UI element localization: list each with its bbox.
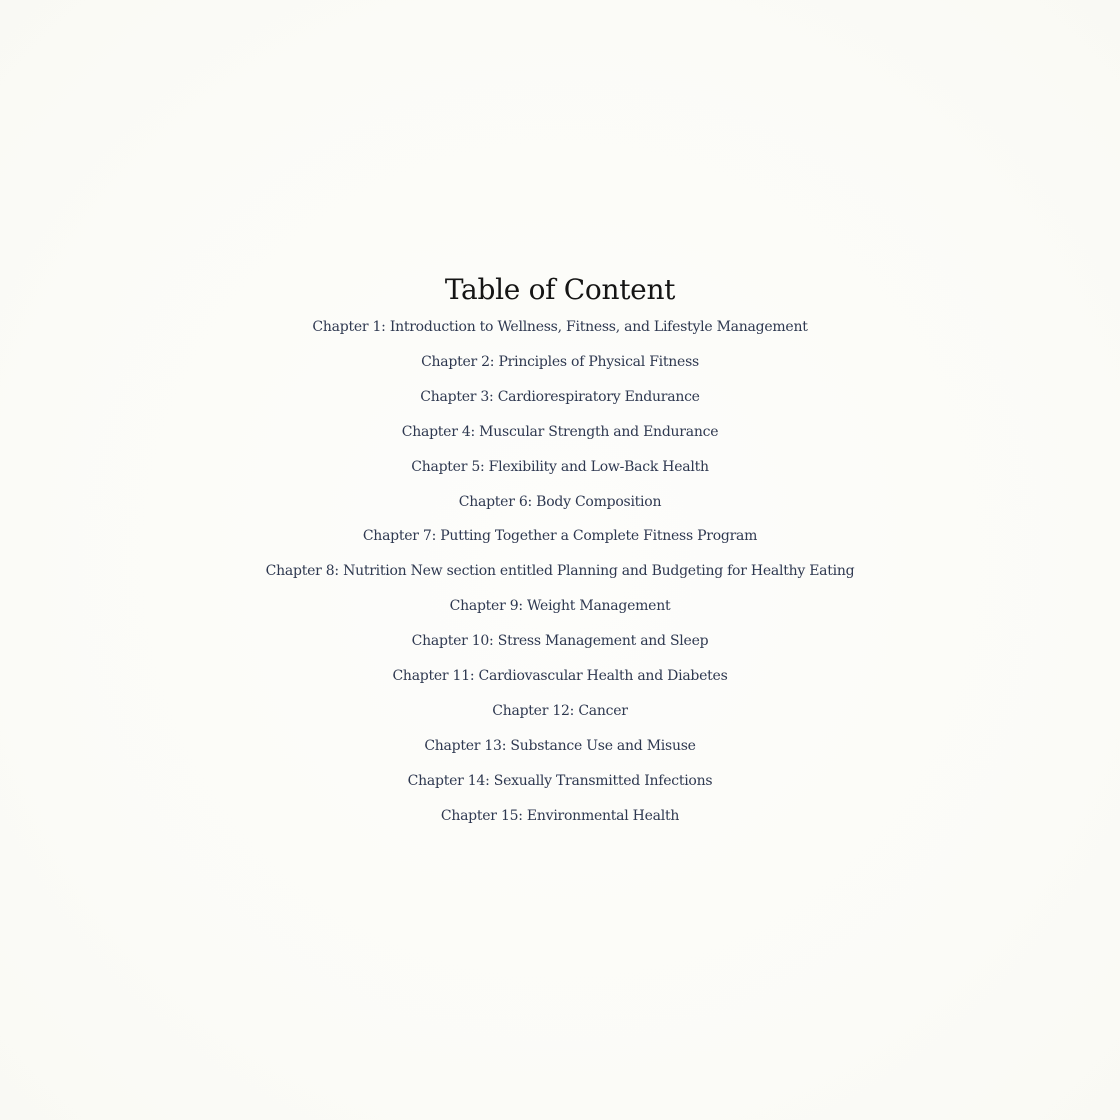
chapter-entry-8: Chapter 8: Nutrition New section entitled Planning and Budgeting for Healthy Eating: [265, 563, 855, 580]
chapter-entry-11: Chapter 11: Cardiovascular Health and Diabetes: [392, 668, 728, 685]
chapter-entry-14: Chapter 14: Sexually Transmitted Infections: [407, 772, 713, 789]
chapter-entry-13: Chapter 13: Substance Use and Misuse: [424, 737, 696, 754]
chapter-entry-2: Chapter 2: Principles of Physical Fitness: [421, 353, 699, 370]
chapter-entry-15: Chapter 15: Environmental Health: [440, 807, 680, 824]
table-of-contents: [0, 270, 1120, 834]
chapter-entry-4: Chapter 4: Muscular Strength and Endurance: [401, 423, 719, 440]
chapter-entry-1: Chapter 1: Introduction to Wellness, Fitness, and Lifestyle Management: [312, 319, 808, 335]
chapter-entry-12: Chapter 12: Cancer: [492, 702, 628, 719]
chapter-entry-7: Chapter 7: Putting Together a Complete Fitness Program: [362, 528, 758, 545]
toc-title: Table of Content: [444, 273, 676, 306]
chapter-entry-5: Chapter 5: Flexibility and Low-Back Health: [411, 458, 709, 475]
chapter-entry-9: Chapter 9: Weight Management: [449, 598, 671, 615]
chapter-list: [0, 310, 1120, 834]
chapter-entry-6: Chapter 6: Body Composition: [458, 493, 662, 510]
chapter-entry-10: Chapter 10: Stress Management and Sleep: [411, 633, 709, 650]
chapter-entry-3: Chapter 3: Cardiorespiratory Endurance: [420, 388, 700, 405]
